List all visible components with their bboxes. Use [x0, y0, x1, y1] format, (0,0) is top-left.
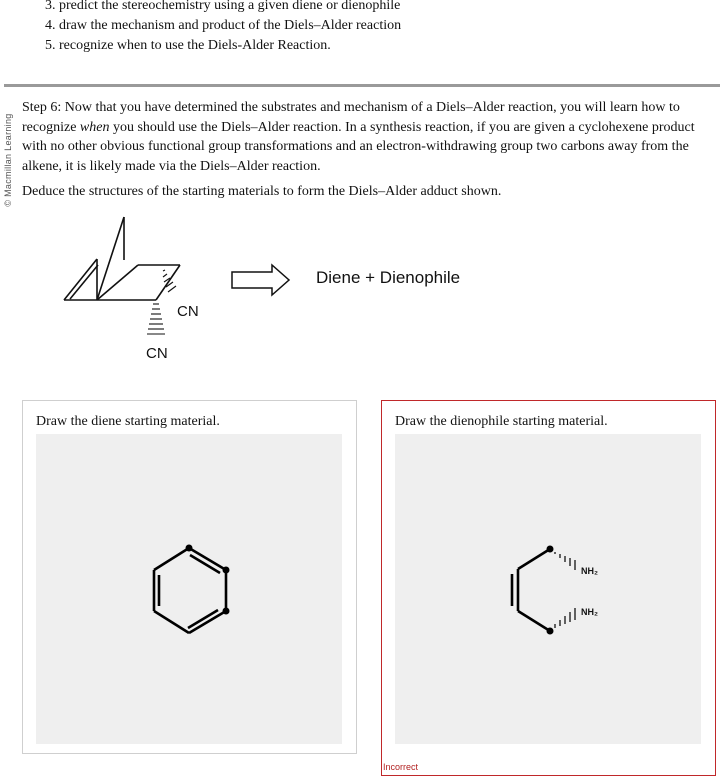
reactants-label: Diene + Dienophile [316, 268, 461, 287]
step-text-prefix: Step 6: Now that you have determined the substrates and mechanism of a Diels–Alder reaction, you will learn how to recognize [22, 100, 680, 135]
dienophile-drawing [395, 434, 701, 744]
dienophile-answer-panel [381, 400, 716, 776]
hash-wedge-bond [555, 608, 575, 628]
nitrile-label: CN [177, 303, 199, 320]
hash-wedge-bond [555, 552, 575, 570]
section-divider [4, 84, 720, 87]
hollow-right-arrow-icon [232, 265, 289, 295]
question-prompt: Deduce the structures of the starting materials to form the Diels–Alder adduct shown. [22, 184, 502, 199]
step-instructions [22, 98, 716, 176]
objective-item: 4. draw the mechanism and product of the Diels–Alder reaction [45, 18, 402, 33]
benzene-ring-drawing [36, 434, 342, 744]
step-text-emphasis: when [79, 119, 110, 135]
copyright-label: © Macmillan Learning [3, 113, 13, 207]
answer-status-incorrect: Incorrect [383, 762, 419, 772]
amine-label: NH₂ [581, 607, 598, 617]
step-text-suffix: you should use the Diels–Alder reaction. In a synthesis reaction, if you are given a cyclohexene product with no other obvious functional group transformations and an electron-withdrawing group two carbons away from the alkene, it is likely made via the Diels–Alder reaction. [22, 119, 695, 174]
learning-objectives [45, 0, 401, 56]
panel-title: Draw the diene starting material. [36, 414, 220, 429]
amine-label: NH₂ [581, 566, 598, 576]
diene-answer-panel [22, 400, 357, 754]
nitrile-label: CN [146, 345, 168, 362]
bicyclic-adduct-structure [64, 217, 180, 300]
reaction-scheme [40, 210, 510, 370]
objective-item: 3. predict the stereochemistry using a given diene or dienophile [45, 0, 401, 13]
diene-drawing-canvas[interactable] [36, 434, 342, 744]
panel-title: Draw the dienophile starting material. [395, 414, 608, 429]
dienophile-drawing-canvas[interactable] [395, 434, 701, 744]
objective-item: 5. recognize when to use the Diels-Alder Reaction. [45, 38, 331, 53]
hash-wedge-bond [147, 304, 165, 334]
